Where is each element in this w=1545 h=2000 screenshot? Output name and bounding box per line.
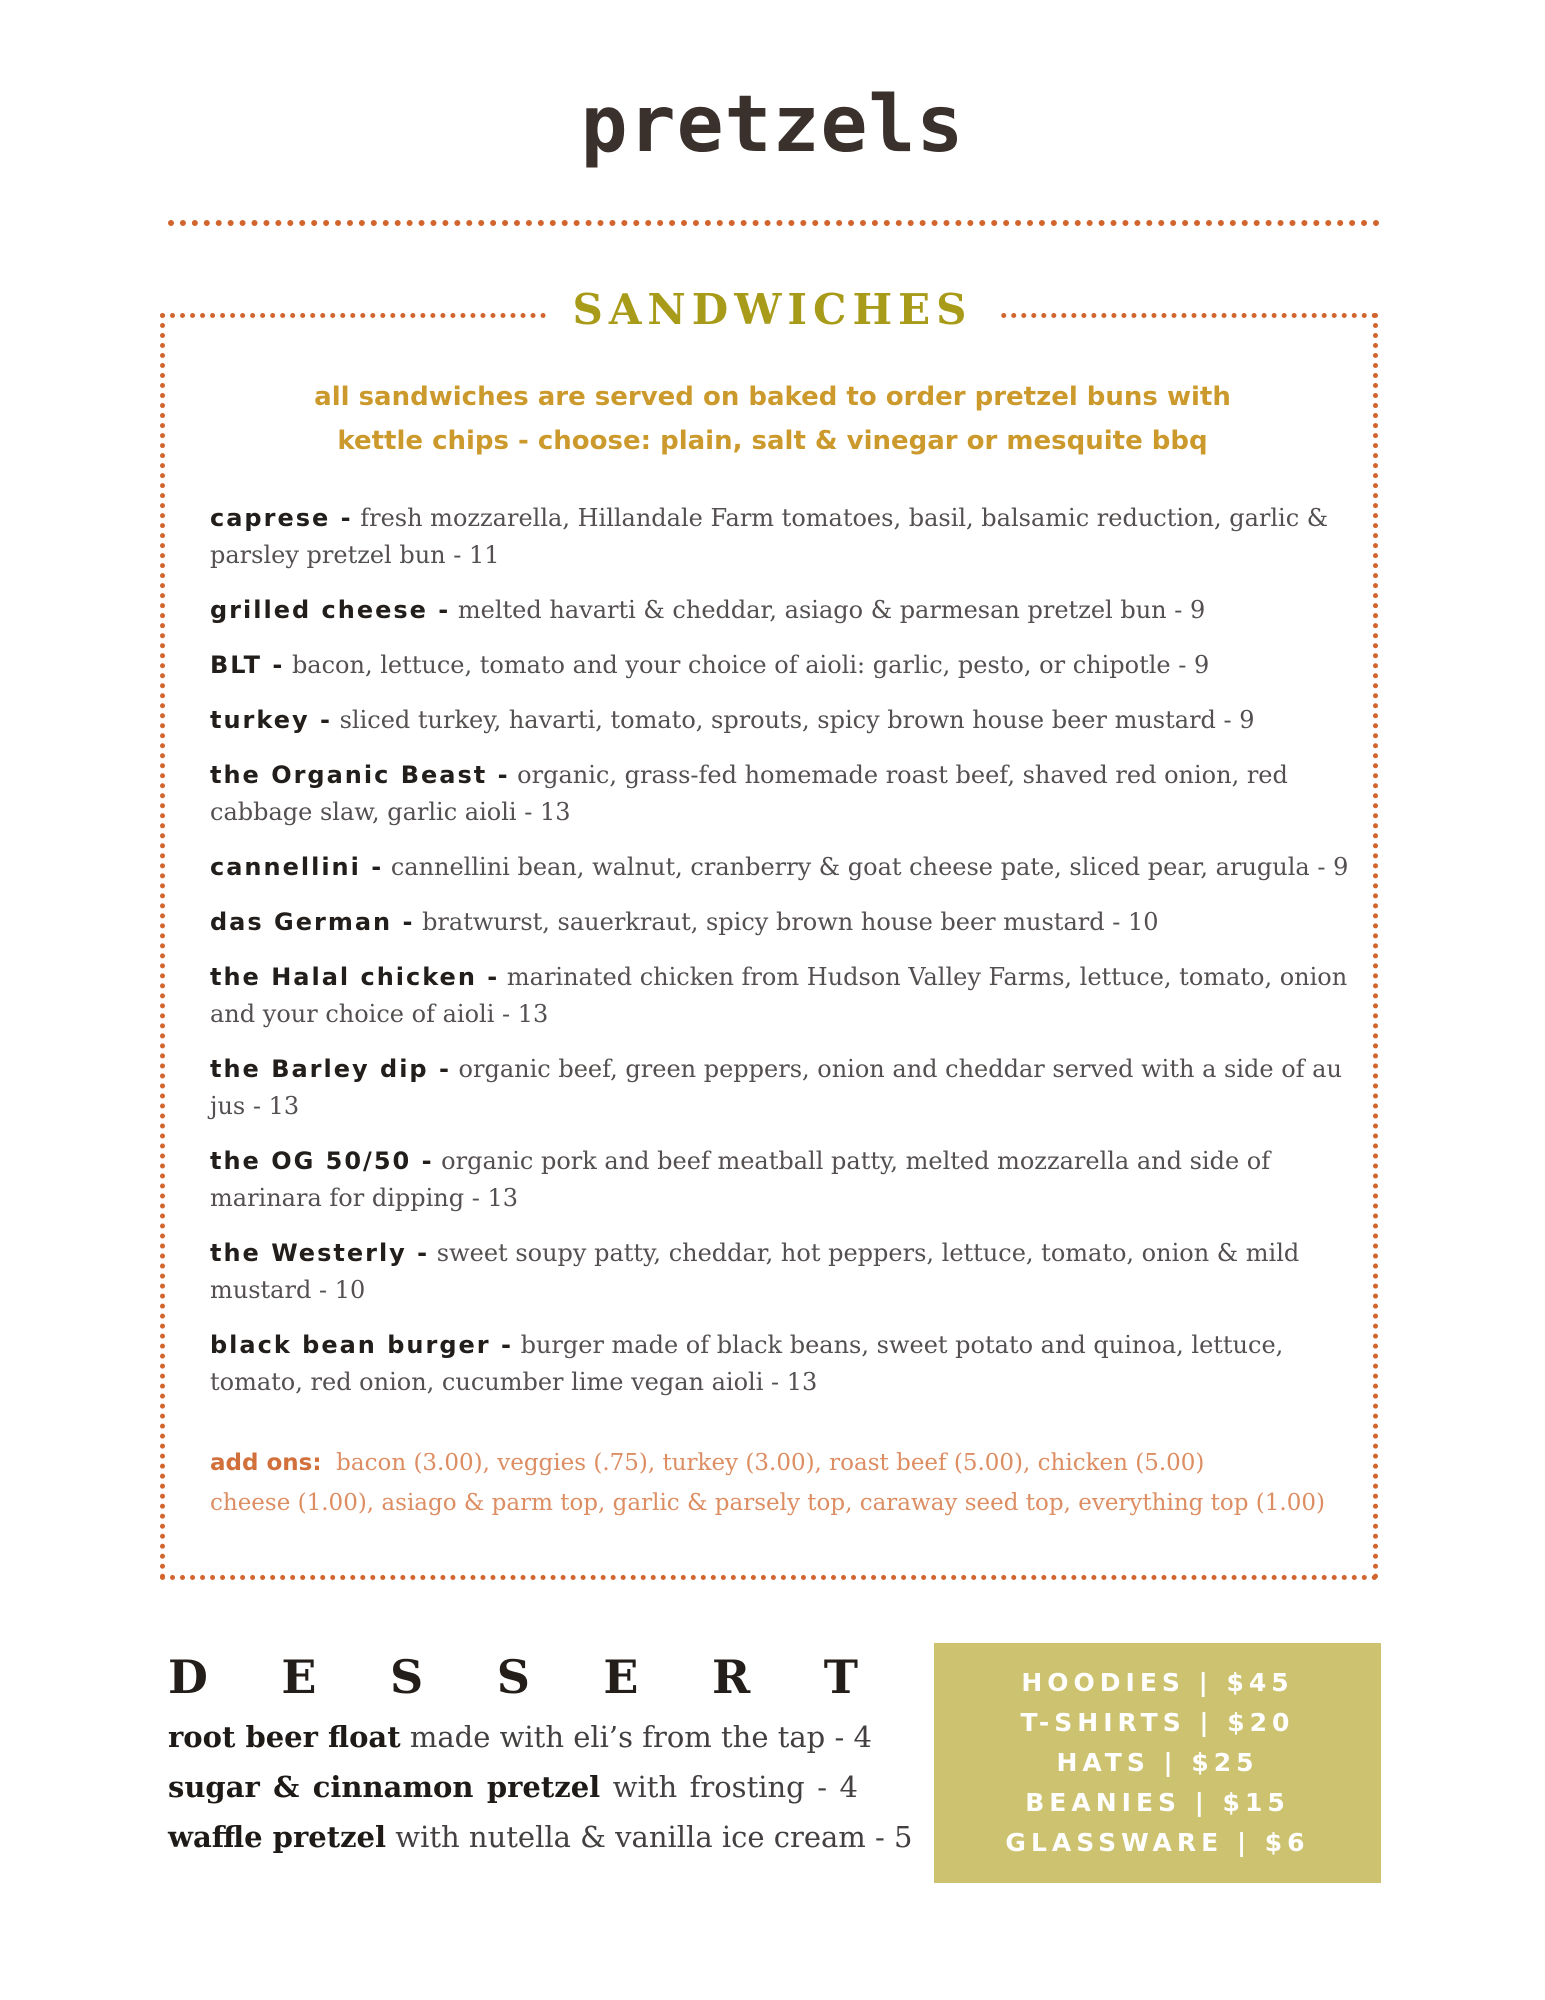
add-ons: [210, 1443, 1350, 1523]
item-description: organic pork and beef meatball patty, melted mozzarella and side of marinara for dipping - 13: [210, 1147, 1271, 1212]
item-description: sweet soupy patty, cheddar, hot peppers, lettuce, tomato, onion & mild mustard - 10: [210, 1239, 1300, 1304]
menu-item: [210, 904, 1350, 941]
intro-line: all sandwiches are served on baked to order pretzel buns with: [314, 382, 1231, 412]
menu-item: [210, 702, 1350, 739]
sandwich-list: [210, 500, 1350, 1419]
add-ons-line: cheese (1.00), asiago & parm top, garlic & parsely top, caraway seed top, everything top (1.00): [210, 1490, 1325, 1516]
dessert-letter: R: [711, 1650, 751, 1704]
dessert-list: [168, 1712, 913, 1862]
intro-line: kettle chips - choose: plain, salt & vinegar or mesquite bbq: [337, 426, 1208, 456]
menu-item: [210, 647, 1350, 684]
dessert-letter: T: [823, 1650, 858, 1704]
dessert-heading: [168, 1650, 858, 1704]
item-name: black bean burger -: [210, 1331, 513, 1359]
item-description: sliced turkey, havarti, tomato, sprouts, spicy brown house beer mustard - 9: [331, 706, 1255, 734]
dessert-description: with nutella & vanilla ice cream - 5: [386, 1820, 913, 1854]
item-description: bratwurst, sauerkraut, spicy brown house beer mustard - 10: [414, 908, 1159, 936]
item-name: the Westerly -: [210, 1239, 430, 1267]
menu-item: [210, 959, 1350, 1033]
menu-item: [210, 1327, 1350, 1401]
dessert-description: made with eli’s from the tap - 4: [400, 1720, 872, 1754]
merch-item: HATS | $25: [1056, 1748, 1259, 1777]
merch-box: [934, 1643, 1381, 1883]
item-description: fresh mozzarella, Hillandale Farm tomatoes, basil, balsamic reduction, garlic & parsley pretzel bun - 11: [210, 504, 1329, 569]
sandwiches-heading: SANDWICHES: [547, 285, 999, 334]
menu-item: [210, 1051, 1350, 1125]
item-name: das German -: [210, 908, 415, 936]
item-description: organic beef, green peppers, onion and cheddar served with a side of au jus - 13: [210, 1055, 1342, 1120]
merch-item: BEANIES | $15: [1025, 1788, 1290, 1817]
item-name: the OG 50/50 -: [210, 1147, 434, 1175]
dessert-name: sugar & cinnamon pretzel: [168, 1770, 601, 1804]
dessert-letter: S: [496, 1650, 530, 1704]
sandwiches-intro: [240, 375, 1305, 463]
item-description: burger made of black beans, sweet potato and quinoa, lettuce, tomato, red onion, cucumber lime vegan aioli - 13: [210, 1331, 1284, 1396]
item-name: cannellini -: [210, 853, 384, 881]
item-name: the Halal chicken -: [210, 963, 500, 991]
dessert-letter: D: [168, 1650, 208, 1704]
item-name: BLT -: [210, 651, 285, 679]
item-description: bacon, lettuce, tomato and your choice of aioli: garlic, pesto, or chipotle - 9: [284, 651, 1210, 679]
page-title: pretzels: [580, 80, 965, 170]
item-description: cannellini bean, walnut, cranberry & goat cheese pate, sliced pear, arugula - 9: [383, 853, 1349, 881]
dessert-item: [168, 1812, 913, 1862]
merch-item: GLASSWARE | $6: [1005, 1828, 1310, 1857]
dessert-item: [168, 1712, 872, 1762]
add-ons-label: add ons:: [210, 1450, 322, 1476]
merch-item: T-SHIRTS | $20: [1020, 1708, 1295, 1737]
item-name: grilled cheese -: [210, 596, 451, 624]
item-name: caprese -: [210, 504, 353, 532]
dessert-name: root beer float: [168, 1720, 401, 1754]
dessert-letter: E: [281, 1650, 317, 1704]
item-name: the Barley dip -: [210, 1055, 451, 1083]
menu-item: [210, 1235, 1350, 1309]
dessert-letter: S: [389, 1650, 424, 1704]
item-name: the Organic Beast -: [210, 761, 510, 789]
menu-item: [210, 592, 1350, 629]
menu-item: [210, 849, 1350, 886]
dessert-description: with frosting - 4: [600, 1770, 858, 1804]
item-description: organic, grass-fed homemade roast beef, shaved red onion, red cabbage slaw, garlic aioli - 13: [210, 761, 1288, 826]
menu-item: [210, 757, 1350, 831]
merch-item: HOODIES | $45: [1021, 1668, 1294, 1697]
add-ons-text: bacon (3.00), veggies (.75), turkey (3.00), roast beef (5.00), chicken (5.00): [321, 1450, 1205, 1476]
dessert-item: [168, 1762, 858, 1812]
dessert-letter: E: [603, 1650, 639, 1704]
dessert-name: waffle pretzel: [168, 1820, 387, 1854]
item-description: marinated chicken from Hudson Valley Farms, lettuce, tomato, onion and your choice of aioli - 13: [210, 963, 1348, 1028]
dotted-divider: [168, 220, 1380, 226]
add-ons-line: [210, 1443, 1350, 1483]
menu-item: [210, 500, 1350, 574]
item-description: melted havarti & cheddar, asiago & parmesan pretzel bun - 9: [450, 596, 1206, 624]
menu-item: [210, 1143, 1350, 1217]
item-name: turkey -: [210, 706, 332, 734]
